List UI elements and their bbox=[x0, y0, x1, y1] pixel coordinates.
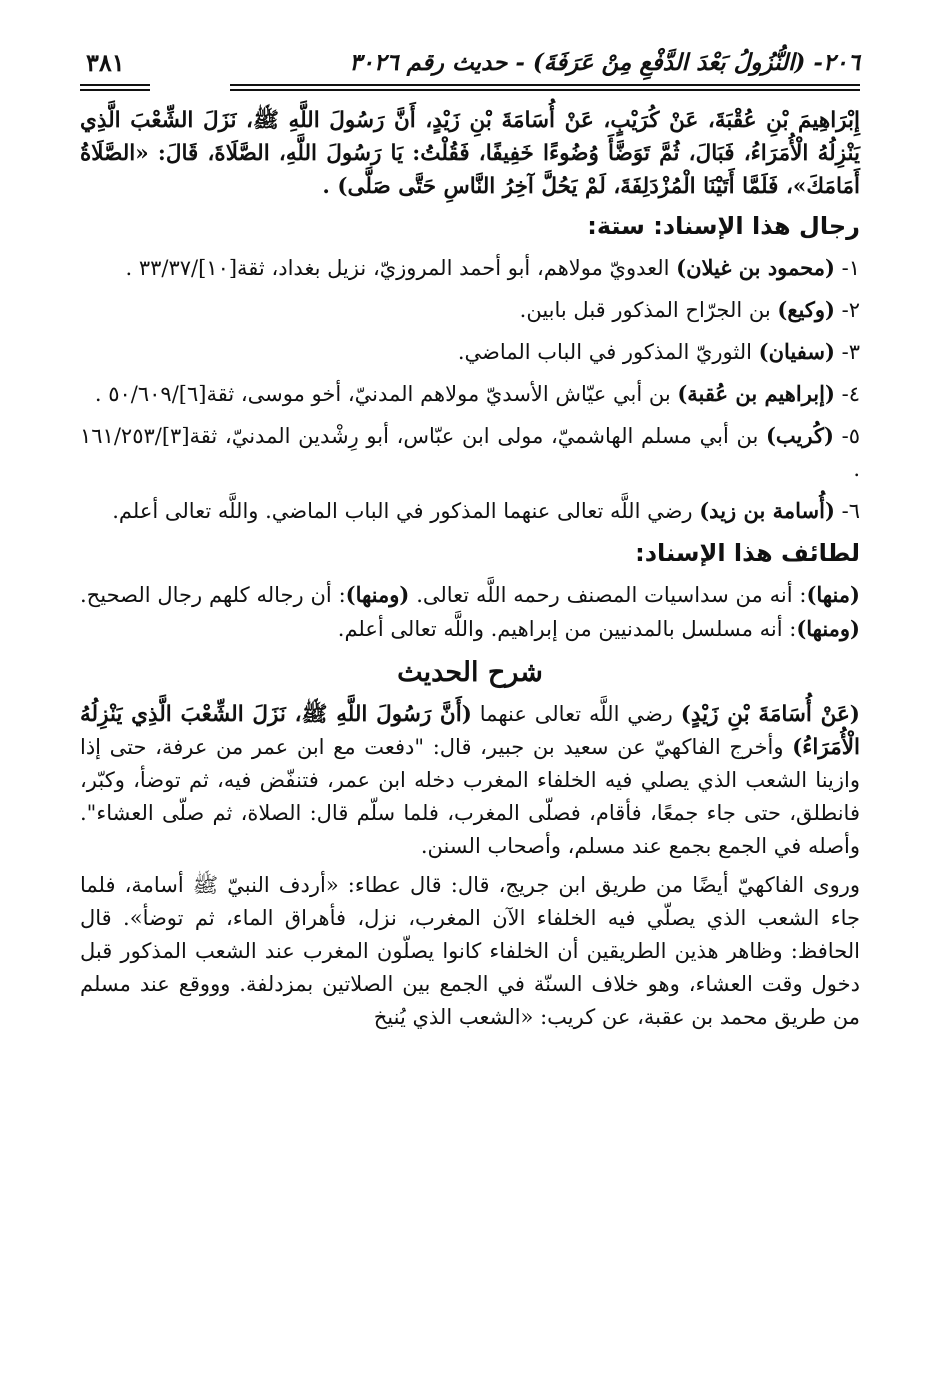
narrator-name: (أُسامة بن زيد) bbox=[699, 498, 835, 523]
narrator-name: (كُريب) bbox=[765, 423, 834, 448]
narrator-text: بن أبي عيّاش الأسديّ مولاهم المدنيّ، أخو موسى، ثقة[٦]/٥٠/٦٠٩ . bbox=[94, 382, 671, 406]
narrator-item bbox=[80, 494, 860, 528]
hadith-text: إِبْرَاهِيمَ بْنِ عُقْبَةَ، عَنْ كُرَيْبٍ، عَنْ أُسَامَةَ بْنِ زَيْدٍ، أَنَّ رَسُولَ اللَّهِ ﷺ، نَزَلَ الشِّعْبَ الَّذِي يَنْزِلُهُ الْأُمَرَاءُ، فَبَالَ، ثُمَّ تَوَضَّأَ وُضُوءًا خَفِيفًا، فَقُلْتُ: يَا رَسُولَ اللَّهِ، الصَّلَاةَ، قَالَ: «الصَّلَاةُ أَمَامَكَ»، فَلَمَّا أَتَيْنَا الْمُزْدَلِفَةَ، لَمْ يَحُلَّ آخِرُ النَّاسِ حَتَّى صَلَّى) . bbox=[80, 108, 860, 199]
subtlety-label: (ومنها) bbox=[796, 616, 860, 641]
sharh-heading: شرح الحديث bbox=[397, 657, 543, 688]
narrator-text: بن الجرّاح المذكور قبل بابين. bbox=[519, 298, 771, 322]
item-number: ٣- bbox=[841, 340, 860, 364]
narrator-item bbox=[80, 377, 860, 411]
narrator-text: العدويّ مولاهم، أبو أحمد المروزيّ، نزيل بغداد، ثقة[١٠]/٣٣/٣٧ . bbox=[125, 256, 670, 280]
narrator-item bbox=[80, 419, 860, 486]
subtlety-label: (منها) bbox=[806, 582, 860, 607]
subtleties-paragraph bbox=[80, 578, 860, 646]
hadith-quote: (أَنَّ رَسُولَ اللَّهِ ﷺ، نَزَلَ الشِّعْبَ الَّذِي يَنْزِلُهُ الْأُمَرَاءُ) bbox=[80, 702, 860, 760]
page-header bbox=[80, 44, 860, 82]
narrator-name: (سفيان) bbox=[758, 339, 835, 364]
hadith-quote: (عَنْ أُسَامَةَ بْنِ زَيْدٍ) bbox=[680, 702, 860, 727]
narrator-name: (محمود بن غيلان) bbox=[676, 255, 835, 280]
subtlety-text: : أنه من سداسيات المصنف رحمه اللَّه تعالى. bbox=[416, 583, 807, 607]
narrator-name: (وكيع) bbox=[777, 297, 835, 322]
narrator-name: (إبراهيم بن عُقبة) bbox=[677, 381, 835, 406]
page-number: ٣٨١ bbox=[86, 48, 125, 77]
sharh-text: وأخرج الفاكهيّ عن سعيد بن جبير، قال: "دفعت مع ابن عمر من عرفة، حتى إذا وازينا الشعب الذي يصلي فيه الخلفاء المغرب دخله ابن عمر، فتنفّض فيه، ثم توضأ، وكبّر، فانطلق، حتى جاء جمعًا، فأقام، فصلّى المغرب، فلما سلّم قال: الصلاة، ثم صلّى العشاء". وأصله في الجمع بجمع عند مسلم، وأصحاب السنن. bbox=[80, 735, 860, 858]
subtleties-heading: لطائف هذا الإسناد: bbox=[635, 539, 860, 567]
narrator-item bbox=[80, 251, 860, 285]
header-rule bbox=[80, 82, 860, 96]
narrator-text: رضي اللَّه تعالى عنهما المذكور في الباب الماضي. واللَّه تعالى أعلم. bbox=[112, 499, 693, 523]
narrator-item bbox=[80, 335, 860, 369]
item-number: ١- bbox=[841, 256, 860, 280]
item-number: ٦- bbox=[841, 499, 860, 523]
narrator-text: الثوريّ المذكور في الباب الماضي. bbox=[457, 340, 752, 364]
subtlety-text: : أنه مسلسل بالمدنيين من إبراهيم. واللَّه تعالى أعلم. bbox=[337, 617, 797, 641]
item-number: ٢- bbox=[841, 298, 860, 322]
subtlety-text: : أن رجاله كلهم رجال الصحيح. bbox=[80, 583, 346, 607]
page-content bbox=[80, 104, 860, 1034]
narrator-item bbox=[80, 293, 860, 327]
running-title: ٢٠٦- (النُّزُولُ بَعْدَ الدَّفْعِ مِنْ عَرَفَةَ) - حديث رقم ٣٠٢٦ bbox=[349, 49, 860, 76]
narrator-text: بن أبي مسلم الهاشميّ، مولى ابن عبّاس، أبو رِشْدين المدنيّ، ثقة[٣]/١٦١/٢٥٣ . bbox=[80, 424, 860, 481]
item-number: ٥- bbox=[841, 424, 860, 448]
item-number: ٤- bbox=[841, 382, 860, 406]
sharh-text: رضي اللَّه تعالى عنهما bbox=[471, 702, 681, 726]
book-page bbox=[80, 44, 860, 1040]
subtlety-label: (ومنها) bbox=[345, 582, 410, 607]
narrators-heading: رجال هذا الإسناد: ستة: bbox=[587, 212, 860, 240]
sharh-paragraph bbox=[80, 698, 860, 863]
sharh-paragraph: وروى الفاكهيّ أيضًا من طريق ابن جريج، قال: قال عطاء: «أردف النبيّ ﷺ أسامة، فلما جاء الشعب الذي يصلّي فيه الخلفاء الآن المغرب، نزل، فأهراق الماء، ثم توضأ». قال الحافظ: وظاهر هذين الطريقين أن الخلفاء كانوا يصلّون المغرب عند الشعب المذكور قبل دخول وقت العشاء، وهو خلاف السنّة في الجمع بين الصلاتين بمزدلفة. وووقع عند مسلم من طريق محمد بن عقبة، عن كريب: «الشعب الذي يُنيخ bbox=[80, 873, 860, 1029]
